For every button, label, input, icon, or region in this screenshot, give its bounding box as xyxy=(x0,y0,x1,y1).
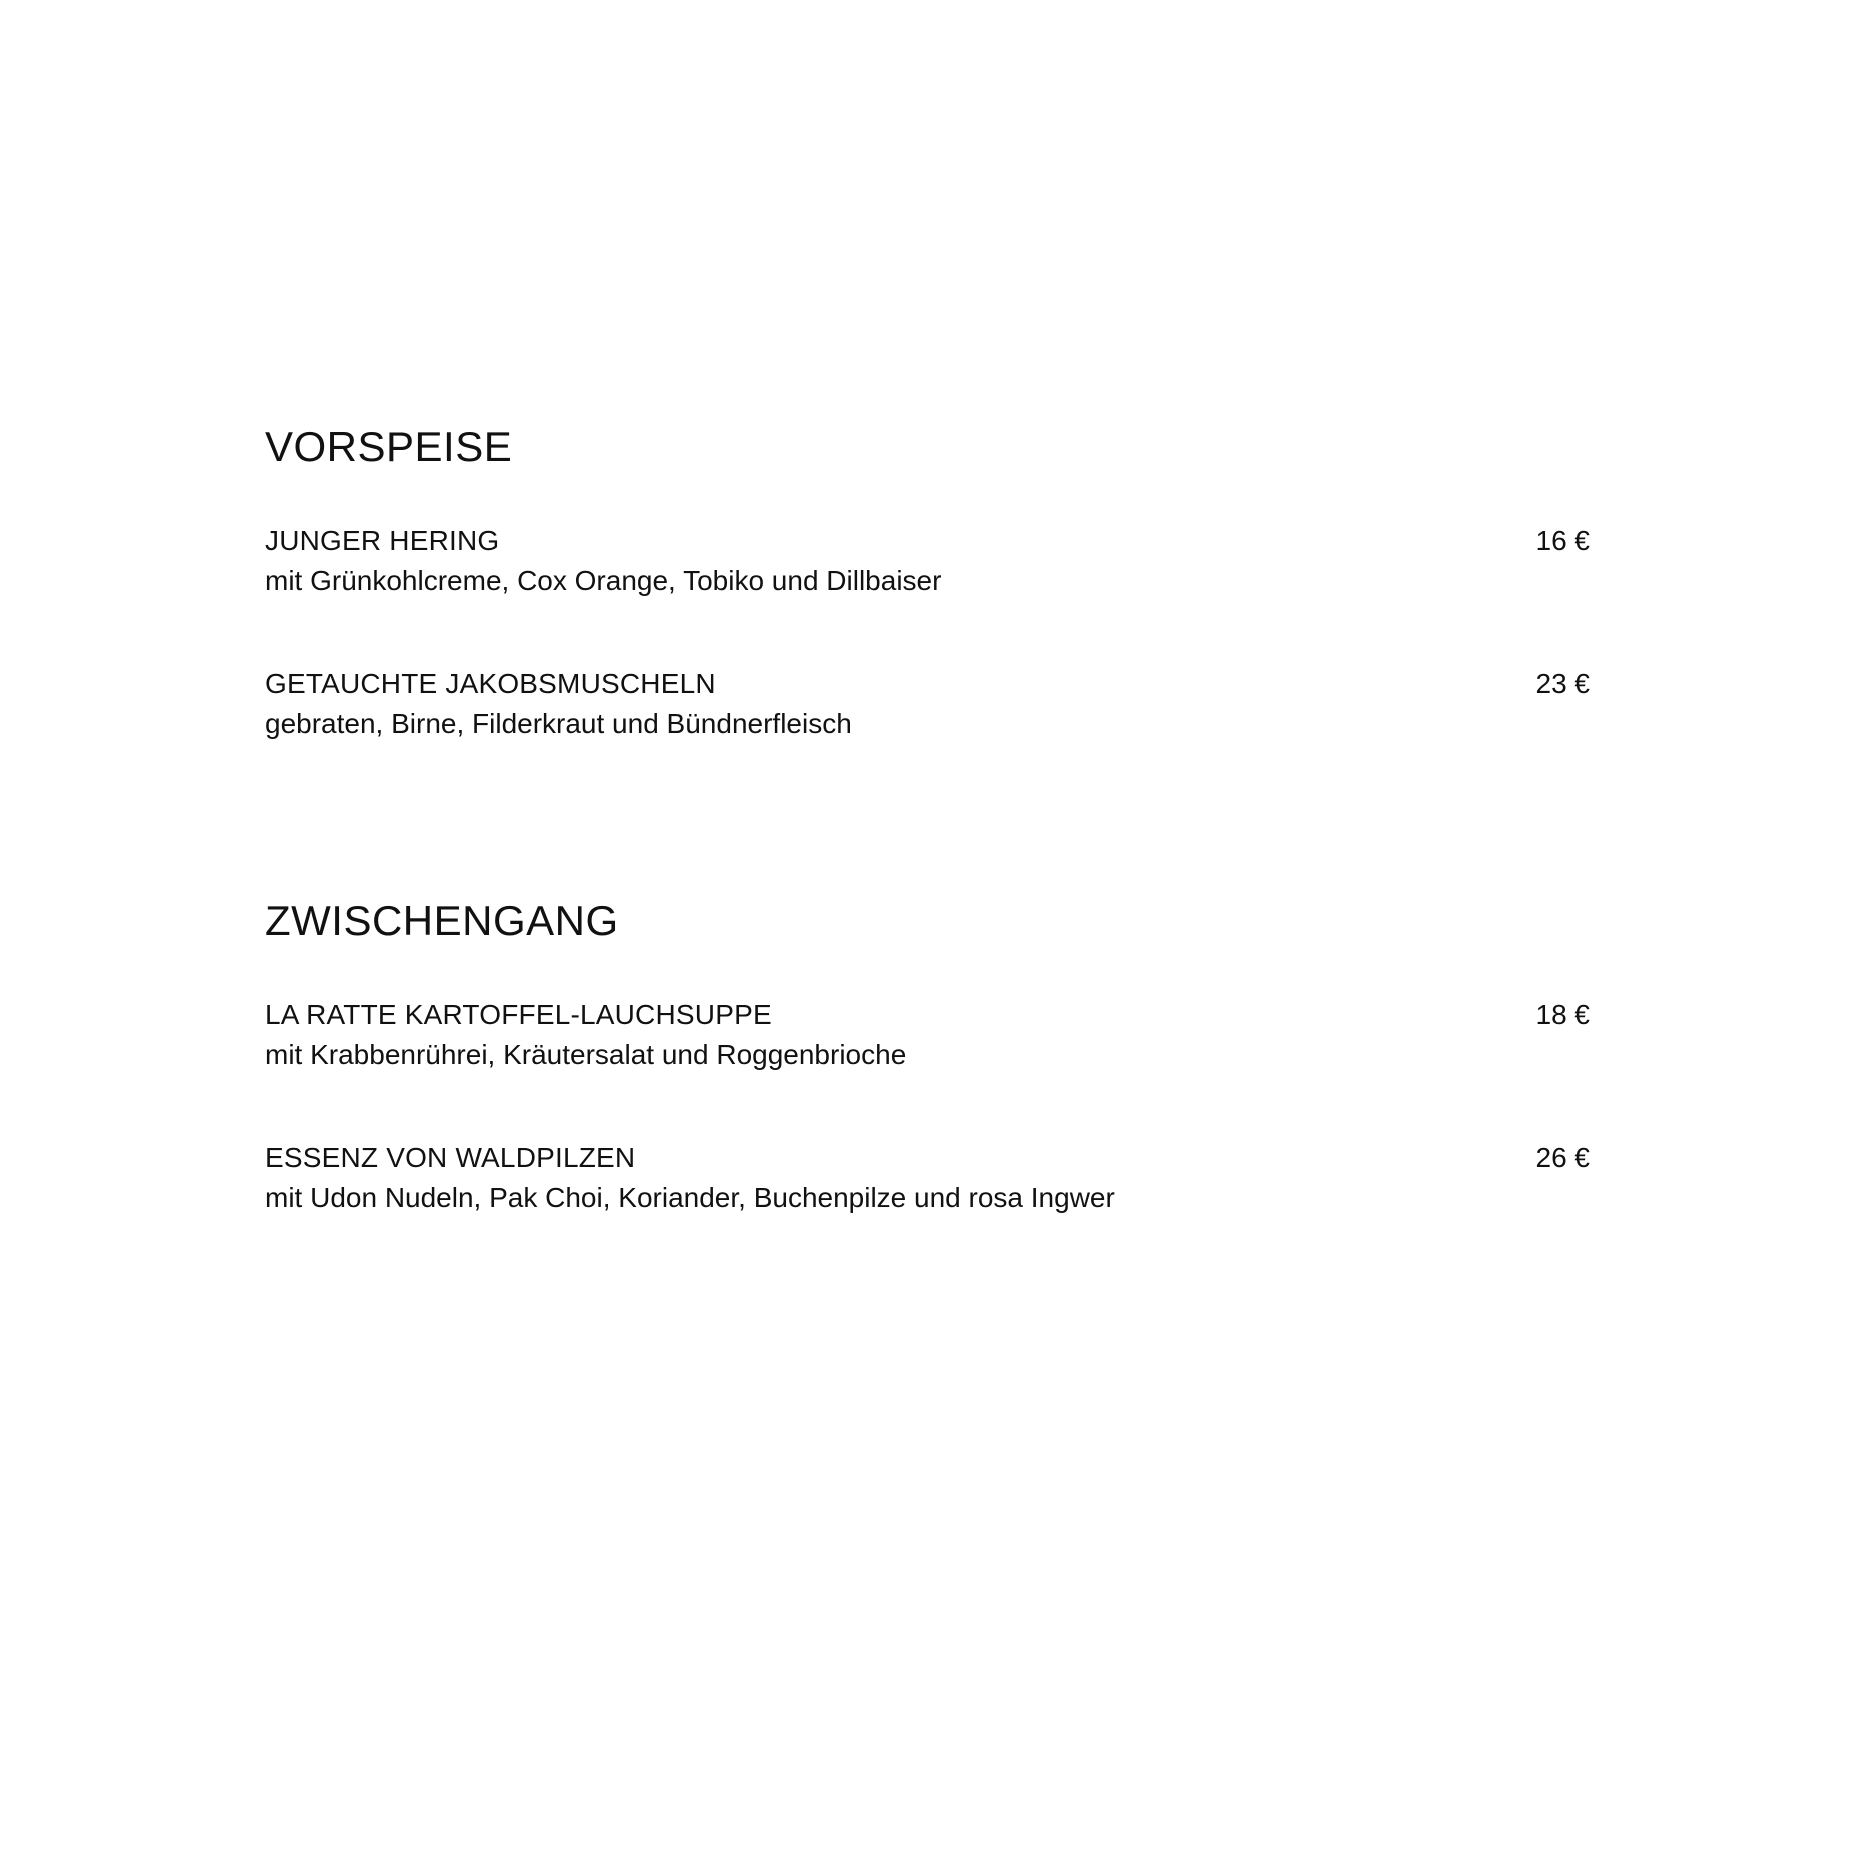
menu-item-price: 18 € xyxy=(1535,999,1590,1030)
section-heading: VORSPEISE xyxy=(265,423,513,470)
section-vorspeise xyxy=(265,422,1590,808)
menu-item-price: 26 € xyxy=(1535,1142,1590,1173)
menu-item xyxy=(265,1139,1590,1282)
menu-item-name: ESSENZ VON WALDPILZEN xyxy=(265,1142,636,1173)
menu-item xyxy=(265,996,1590,1139)
section-heading: ZWISCHENGANG xyxy=(265,897,619,944)
menu-item-description: mit Grünkohlcreme, Cox Orange, Tobiko und Dillbaiser xyxy=(265,565,942,596)
menu-item-description: mit Udon Nudeln, Pak Choi, Koriander, Buchenpilze und rosa Ingwer xyxy=(265,1182,1115,1213)
menu-item-price: 23 € xyxy=(1535,668,1590,699)
section-zwischengang xyxy=(265,896,1590,1282)
menu-item-list xyxy=(265,996,1590,1282)
menu-item-name: GETAUCHTE JAKOBSMUSCHELN xyxy=(265,668,716,699)
menu-item-name: LA RATTE KARTOFFEL-LAUCHSUPPE xyxy=(265,999,772,1030)
menu-item-description: mit Krabbenrührei, Kräutersalat und Roggenbrioche xyxy=(265,1039,907,1070)
menu-item-name: JUNGER HERING xyxy=(265,525,500,556)
menu-item-list xyxy=(265,522,1590,808)
menu-item-description: gebraten, Birne, Filderkraut und Bündnerfleisch xyxy=(265,708,852,739)
menu-item-price: 16 € xyxy=(1535,525,1590,556)
menu-item xyxy=(265,522,1590,665)
menu-item xyxy=(265,665,1590,808)
